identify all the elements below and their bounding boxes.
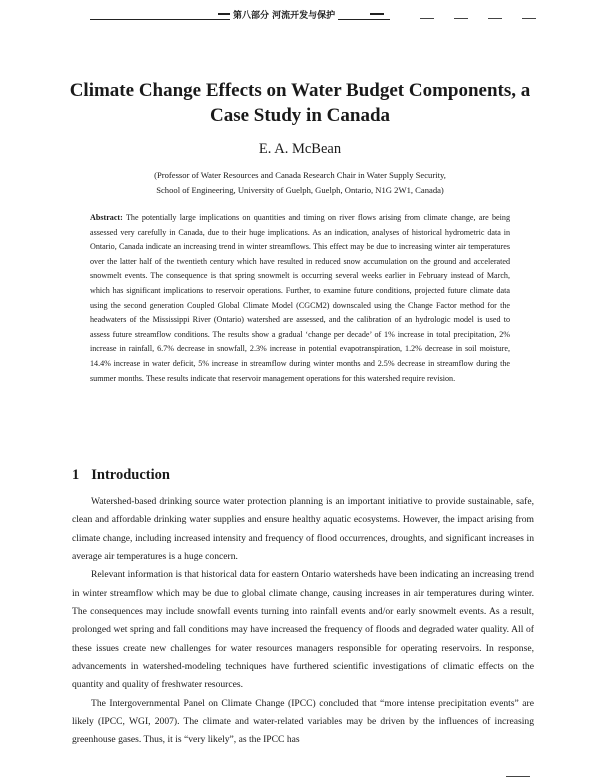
dash — [454, 18, 468, 19]
header-left-bar — [218, 13, 230, 15]
affiliation-line: (Professor of Water Resources and Canada Research Chair in Water Supply Security, — [154, 170, 446, 180]
section-heading — [72, 467, 170, 484]
abstract-label: Abstract: — [90, 213, 123, 222]
section-number: 1 — [72, 467, 80, 483]
paragraph: Watershed-based drinking source water protection planning is an important initiative to provide sustainable, safe, clean and affordable drinking water supplies and ensure healthy aquatic ecosystems. However, the impact arising from climate change, including increased intensity and frequency of flood occurrences, droughts, and significant increases in average air temperatures is a huge concern. — [72, 496, 534, 563]
affiliation-line: School of Engineering, University of Guelph, Guelph, Ontario, N1G 2W1, Canada) — [156, 185, 444, 195]
abstract-text: The potentially large implications on quantities and timing on river flows arising from climate change, are being assessed very carefully in Canada, due to their huge implications. As an indication, analyses of historical hydrometric data in Ontario, Canada indicate an increasing trend in winter streamflows. This effect may be due to increasing winter air temperatures over the latter half of the twentieth century which have resulted in reduced snow accumulation on the ground and accelerated snowmelt events. The consequence is that spring snowmelt is occurring several weeks earlier in February instead of March, which has significant implications to reservoir operations. Further, to examine future conditions, projected future climate data using the second generation Coupled Global Climate Model (CGCM2) downscaled using the Change Factor method for the headwaters of the Mississippi River (Ontario) watershed are assessed, and the calibration of an hydrologic model is used to assess future streamflow conditions. The results show a gradual ‘change per decade’ of 1% increase in total precipitation, 2% increase in rainfall, 6.7% decrease in snowfall, 2.3% increase in potential evapotranspiration, 1.2% decrease in soil moisture, 14.4% increase in water deficit, 5% increase in streamflow during winter months and 2.5% decrease in streamflow during the summer months. These results indicate that reservoir management operations for this watershed require revision. — [90, 213, 510, 383]
author-affiliation — [60, 168, 540, 198]
paragraph: Relevant information is that historical data for eastern Ontario watersheds have been indicating an increasing trend in winter streamflow which may be due to global climate change, causing increases in air temperatures during winter. The consequences may include snowfall events turning into rainfall events and/or early snowmelt events. As a result, prolonged wet spring and fall conditions may have increased the frequency of floods and degraded water quality. All of these issues create new challenges for water resources managers responsible for operating reservoirs. In response, advancements in watershed-modeling techniques have furthered scientific investigations of climatic effects on the quantity and quality of freshwater resources. — [72, 569, 534, 691]
article-title: Climate Change Effects on Water Budget Components, a Case Study in Canada — [69, 80, 531, 126]
header-dashes — [420, 18, 560, 20]
dash — [488, 18, 502, 19]
abstract — [90, 211, 510, 386]
section-title: Introduction — [91, 467, 170, 483]
running-header — [90, 8, 390, 24]
dash — [420, 18, 434, 19]
paragraph: The Intergovernmental Panel on Climate Change (IPCC) concluded that “more intense precipitation events” are likely (IPCC, WGI, 2007). The climate and water-related variables may be driven by the influences of increasing greenhouse gases. Thus, it is “very likely”, as the IPCC has — [72, 697, 534, 746]
footer-mark — [506, 776, 530, 777]
body-text — [72, 493, 534, 750]
dash — [522, 18, 536, 19]
article-author: E. A. McBean — [258, 141, 342, 157]
running-head-text: 第八部分 河流开发与保护 — [230, 8, 338, 21]
header-right-bar — [370, 13, 384, 15]
